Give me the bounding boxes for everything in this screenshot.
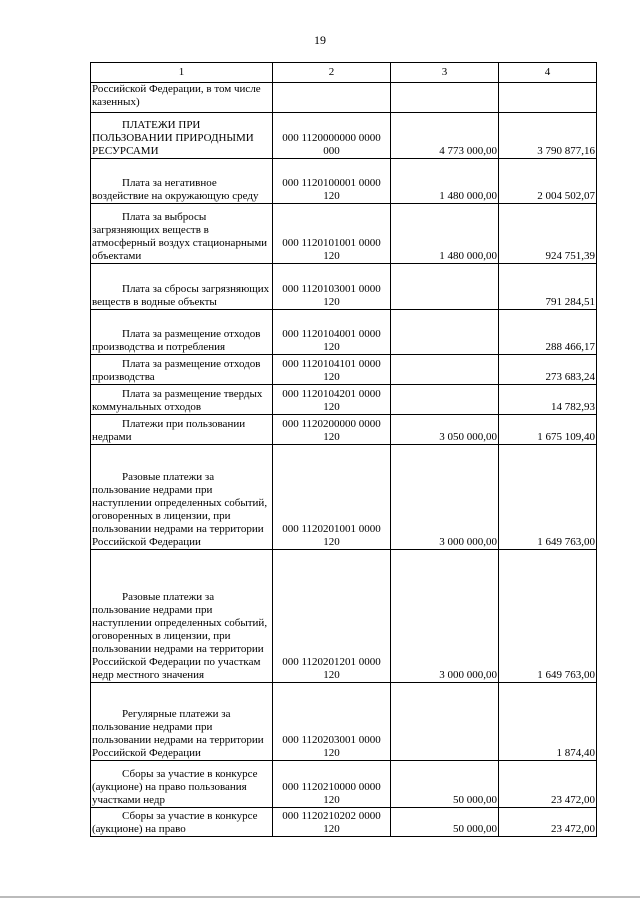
cell-actual: 1 649 763,00 <box>499 550 597 683</box>
cell-name-text: Плата за размещение отходов производства <box>92 358 261 383</box>
cell-code: 000 1120210202 0000 120 <box>273 808 391 837</box>
cell-plan: 3 000 000,00 <box>391 445 499 550</box>
cell-plan <box>391 385 499 415</box>
cell-name <box>91 385 273 415</box>
cell-plan: 4 773 000,00 <box>391 113 499 159</box>
table-row <box>91 310 597 355</box>
cell-actual: 924 751,39 <box>499 204 597 264</box>
cell-name <box>91 761 273 808</box>
table-row <box>91 204 597 264</box>
cell-name-text: Сборы за участие в конкурсе (аукционе) на право <box>92 810 258 835</box>
table-row <box>91 808 597 837</box>
cell-name <box>91 415 273 445</box>
table-row <box>91 385 597 415</box>
table-row <box>91 445 597 550</box>
cell-name <box>91 310 273 355</box>
cell-plan: 1 480 000,00 <box>391 204 499 264</box>
cell-name-text: Российской Федерации, в том числе казенных) <box>92 83 261 108</box>
header-col-3: 3 <box>391 63 499 83</box>
cell-code: 000 1120200000 0000 120 <box>273 415 391 445</box>
cell-name <box>91 445 273 550</box>
table-header-row <box>91 63 597 83</box>
cell-code: 000 1120101001 0000 120 <box>273 204 391 264</box>
cell-name <box>91 83 273 113</box>
cell-name-text: Регулярные платежи за пользование недрами при пользовании недрами на территории Российской Федерации <box>92 708 264 759</box>
header-col-4: 4 <box>499 63 597 83</box>
table-row <box>91 550 597 683</box>
cell-code: 000 1120203001 0000 120 <box>273 683 391 761</box>
cell-code: 000 1120201001 0000 120 <box>273 445 391 550</box>
cell-code: 000 1120104001 0000 120 <box>273 310 391 355</box>
cell-name <box>91 159 273 204</box>
cell-name <box>91 808 273 837</box>
cell-plan <box>391 264 499 310</box>
cell-code <box>273 83 391 113</box>
cell-actual: 288 466,17 <box>499 310 597 355</box>
cell-actual: 1 649 763,00 <box>499 445 597 550</box>
cell-name <box>91 113 273 159</box>
cell-plan: 3 050 000,00 <box>391 415 499 445</box>
cell-plan <box>391 355 499 385</box>
cell-name-text: Плата за размещение отходов производства и потребления <box>92 328 261 353</box>
cell-name-text: Платежи при пользовании недрами <box>92 418 246 443</box>
header-col-1: 1 <box>91 63 273 83</box>
cell-code: 000 1120000000 0000 000 <box>273 113 391 159</box>
header-col-2: 2 <box>273 63 391 83</box>
cell-actual: 23 472,00 <box>499 808 597 837</box>
cell-actual: 3 790 877,16 <box>499 113 597 159</box>
cell-code: 000 1120104201 0000 120 <box>273 385 391 415</box>
table-row <box>91 415 597 445</box>
cell-plan: 50 000,00 <box>391 808 499 837</box>
table-row <box>91 355 597 385</box>
scan-bottom-edge <box>0 896 640 898</box>
cell-code: 000 1120103001 0000 120 <box>273 264 391 310</box>
cell-plan: 1 480 000,00 <box>391 159 499 204</box>
table-row <box>91 159 597 204</box>
cell-actual: 1 874,40 <box>499 683 597 761</box>
cell-name-text: Плата за выбросы загрязняющих веществ в атмосферный воздух стационарными объектами <box>92 211 268 262</box>
cell-name-text: Разовые платежи за пользование недрами при наступлении определенных событий, оговоренных в лицензии, при пользовании недрами на территории Российской Федерации по участкам недр местного значения <box>92 591 268 681</box>
cell-name-text: Плата за размещение твердых коммунальных отходов <box>92 388 263 413</box>
cell-name <box>91 204 273 264</box>
page-number: 19 <box>314 33 326 47</box>
cell-name-text: Сборы за участие в конкурсе (аукционе) на право пользования участками недр <box>92 768 258 806</box>
cell-plan <box>391 310 499 355</box>
cell-plan: 3 000 000,00 <box>391 550 499 683</box>
table-row <box>91 83 597 113</box>
table-row <box>91 683 597 761</box>
cell-name-text: ПЛАТЕЖИ ПРИ ПОЛЬЗОВАНИИ ПРИРОДНЫМИ РЕСУРСАМИ <box>92 119 254 157</box>
cell-plan <box>391 683 499 761</box>
cell-actual <box>499 83 597 113</box>
cell-actual: 273 683,24 <box>499 355 597 385</box>
cell-code: 000 1120201201 0000 120 <box>273 550 391 683</box>
cell-actual: 14 782,93 <box>499 385 597 415</box>
cell-name <box>91 355 273 385</box>
cell-name-text: Разовые платежи за пользование недрами при наступлении определенных событий, оговоренных в лицензии, при пользовании недрами на территории Российской Федерации <box>92 471 268 548</box>
cell-plan <box>391 83 499 113</box>
cell-actual: 2 004 502,07 <box>499 159 597 204</box>
cell-actual: 23 472,00 <box>499 761 597 808</box>
table-row <box>91 264 597 310</box>
table-row <box>91 113 597 159</box>
cell-name-text: Плата за сбросы загрязняющих веществ в водные объекты <box>92 283 270 308</box>
cell-name <box>91 683 273 761</box>
cell-name-text: Плата за негативное воздействие на окружающую среду <box>92 177 259 202</box>
cell-plan: 50 000,00 <box>391 761 499 808</box>
cell-actual: 1 675 109,40 <box>499 415 597 445</box>
budget-table <box>90 62 597 837</box>
cell-code: 000 1120104101 0000 120 <box>273 355 391 385</box>
cell-name <box>91 550 273 683</box>
cell-code: 000 1120210000 0000 120 <box>273 761 391 808</box>
cell-code: 000 1120100001 0000 120 <box>273 159 391 204</box>
table-row <box>91 761 597 808</box>
cell-actual: 791 284,51 <box>499 264 597 310</box>
cell-name <box>91 264 273 310</box>
